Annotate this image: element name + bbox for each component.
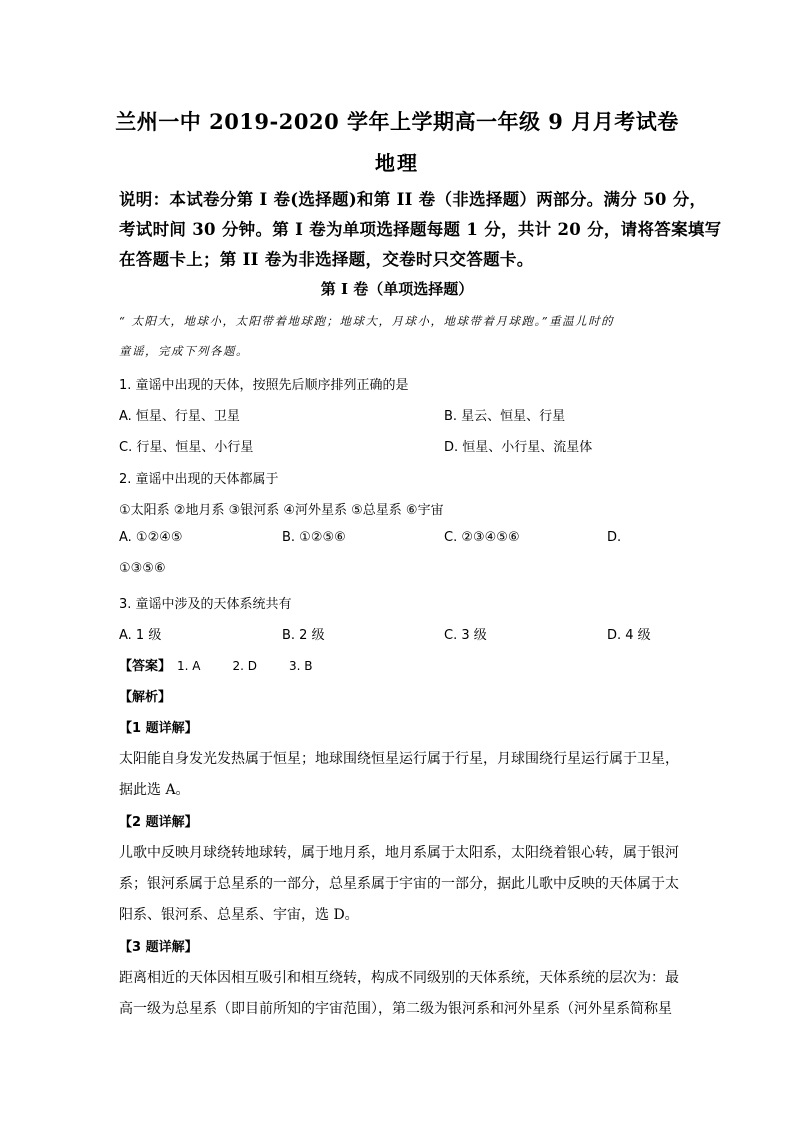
section-title: 第 I 卷（单项选择题） bbox=[320, 280, 474, 298]
question-2-list: ①太阳系 ②地月系 ③银河系 ④河外星系 ⑤总星系 ⑥宇宙 bbox=[119, 503, 444, 518]
question-2-stem: 2. 童谣中出现的天体都属于 bbox=[119, 472, 279, 487]
instruction-line-3: 在答题卡上；第 II 卷为非选择题，交卷时只交答题卡。 bbox=[119, 250, 534, 269]
answer-value-3: 3. B bbox=[289, 659, 313, 673]
subject-title: 地理 bbox=[375, 151, 419, 175]
question-2-option-d: D. bbox=[607, 530, 622, 545]
answer-value-1: 1. A bbox=[177, 659, 201, 673]
analysis-2-heading: 【2 题详解】 bbox=[119, 815, 198, 830]
analysis-3-heading: 【3 题详解】 bbox=[119, 940, 198, 955]
question-1-stem: 1. 童谣中出现的天体，按照先后顺序排列正确的是 bbox=[119, 378, 409, 393]
analysis-3-line-1: 距离相近的天体因相互吸引和相互绕转，构成不同级别的天体系统，天体系统的层次为：最 bbox=[119, 970, 679, 986]
answer-value-2: 2. D bbox=[232, 659, 258, 673]
question-3-option-a: A. 1 级 bbox=[119, 628, 162, 643]
question-1-option-b: B. 星云、恒星、行星 bbox=[444, 409, 566, 424]
analysis-2-line-1: 儿歌中反映月球绕转地球转，属于地月系，地月系属于太阳系，太阳绕着银心转，属于银河 bbox=[119, 845, 679, 861]
answer-line bbox=[119, 655, 313, 675]
question-1-option-d: D. 恒星、小行星、流星体 bbox=[444, 440, 593, 455]
question-3-option-b: B. 2 级 bbox=[282, 628, 325, 643]
question-2-option-d-continued: ①③⑤⑥ bbox=[119, 561, 166, 576]
question-3-stem: 3. 童谣中涉及的天体系统共有 bbox=[119, 597, 292, 612]
song-line-2: 童谣，完成下列各题。 bbox=[119, 344, 249, 358]
analysis-1-line-1: 太阳能自身发光发热属于恒星；地球围绕恒星运行属于行星，月球围绕行星运行属于卫星， bbox=[119, 751, 679, 767]
question-2-option-c: C. ②③④⑤⑥ bbox=[444, 530, 520, 545]
analysis-3-line-2: 高一级为总星系（即目前所知的宇宙范围），第二级为银河系和河外星系（河外星系简称星 bbox=[119, 1001, 672, 1017]
analysis-2-line-2: 系；银河系属于总星系的一部分，总星系属于宇宙的一部分，据此儿歌中反映的天体属于太 bbox=[119, 876, 679, 892]
song-line-1: “ 太阳大，地球小，太阳带着地球跑；地球大，月球小，地球带着月球跑。”重温儿时的 bbox=[119, 314, 615, 328]
question-1-option-a: A. 恒星、行星、卫星 bbox=[119, 409, 240, 424]
analysis-2-line-3: 阳系、银河系、总星系、宇宙，选 D。 bbox=[119, 907, 359, 923]
analysis-1-line-2: 据此选 A。 bbox=[119, 782, 190, 798]
page-title: 兰州一中 2019-2020 学年上学期高一年级 9 月月考试卷 bbox=[115, 109, 679, 134]
instruction-line-2: 考试时间 30 分钟。第 I 卷为单项选择题每题 1 分，共计 20 分，请将答案填写 bbox=[119, 220, 722, 239]
instruction-line-1: 说明：本试卷分第 I 卷(选择题)和第 II 卷（非选择题）两部分。满分 50 分， bbox=[119, 190, 707, 209]
question-1-option-c: C. 行星、恒星、小行星 bbox=[119, 440, 254, 455]
answer-label: 【答案】 bbox=[119, 659, 172, 674]
question-2-option-a: A. ①②④⑤ bbox=[119, 530, 183, 545]
analysis-1-heading: 【1 题详解】 bbox=[119, 721, 198, 736]
analysis-label: 【解析】 bbox=[119, 690, 172, 705]
question-2-option-b: B. ①②⑤⑥ bbox=[282, 530, 346, 545]
question-3-option-d: D. 4 级 bbox=[607, 628, 651, 643]
question-3-option-c: C. 3 级 bbox=[444, 628, 487, 643]
